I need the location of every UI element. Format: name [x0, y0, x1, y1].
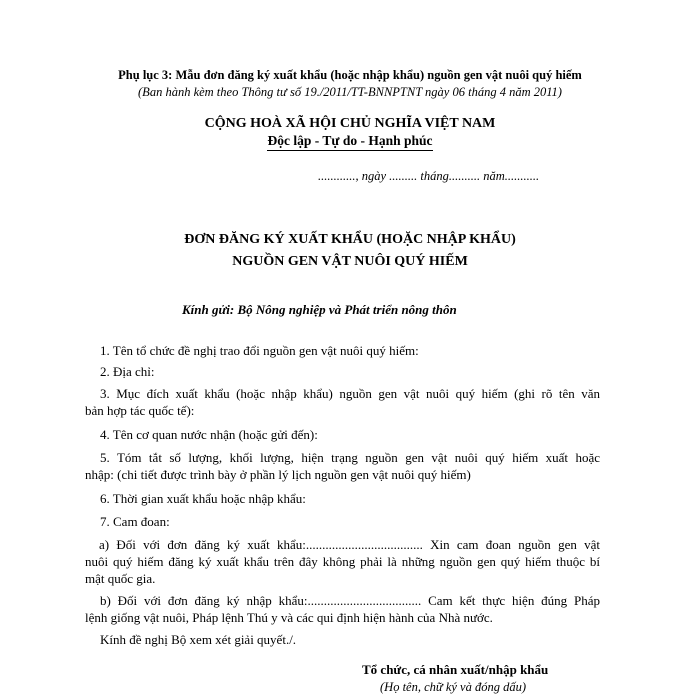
- signature-title: Tổ chức, cá nhân xuất/nhập khẩu: [362, 662, 549, 677]
- recipient-line: [182, 302, 457, 318]
- nation-name: CỘNG HOÀ XÃ HỘI CHỦ NGHĨA VIỆT NAM: [204, 116, 496, 131]
- item-3-line-2: bản hợp tác quốc tế):: [85, 403, 195, 418]
- item-7a-line-2: nuôi quý hiếm đăng ký xuất khẩu trên đây không phải là những nguồn gen quý hiếm thuộc bí: [85, 554, 600, 569]
- item-6-text: 6. Thời gian xuất khẩu hoặc nhập khẩu:: [100, 491, 306, 506]
- appendix-title: Phụ lục 3: Mẫu đơn đăng ký xuất khẩu (hoặc nhập khẩu) nguồn gen vật nuôi quý hiếm: [118, 68, 582, 82]
- item-2-text: 2. Địa chỉ:: [100, 364, 155, 379]
- form-title-line-2: NGUỒN GEN VẬT NUÔI QUÝ HIẾM: [232, 254, 468, 269]
- item-5-cont: [85, 465, 588, 484]
- item-3-line-1: 3. Mục đích xuất khẩu (hoặc nhập khẩu) nguồn gen vật nuôi quý hiếm (ghi rõ tên văn: [100, 386, 600, 401]
- appendix-subtitle: (Ban hành kèm theo Thông tư số 19./2011/TT-BNNPTNT ngày 06 tháng 4 năm 2011): [138, 85, 562, 99]
- item-1: [100, 341, 603, 360]
- closing-text: Kính đề nghị Bộ xem xét giải quyết./.: [100, 632, 297, 647]
- motto-wrapper: [0, 133, 700, 151]
- recipient-label: Kính gửi:: [182, 302, 235, 317]
- closing-request: [100, 630, 603, 649]
- date-line: ............, ngày ......... tháng.......... năm...........: [318, 169, 540, 183]
- national-motto: Độc lập - Tự do - Hạnh phúc: [267, 133, 432, 151]
- item-4: [100, 425, 603, 444]
- item-7b-line-1: b) Đối với đơn đăng ký nhập khẩu:................................... Cam kết thực hiện đúng Pháp: [100, 593, 600, 608]
- item-7b-cont: [85, 608, 588, 627]
- recipient-name: Bộ Nông nghiệp và Phát triển nông thôn: [237, 302, 457, 317]
- item-7a-cont-2: [85, 569, 588, 588]
- item-6: [100, 489, 603, 508]
- signature-note: (Họ tên, chữ ký và đóng dấu): [380, 680, 527, 694]
- item-7a-line-1: a) Đối với đơn đăng ký xuất khẩu:.................................... Xin cam đoan nguồn gen vật: [99, 537, 600, 552]
- item-2: [100, 362, 603, 381]
- item-3-cont: [85, 401, 588, 420]
- item-1-text: 1. Tên tổ chức đề nghị trao đổi nguồn gen vật nuôi quý hiếm:: [100, 343, 419, 358]
- item-5-line-1: 5. Tóm tắt số lượng, khối lượng, hiện trạng nguồn gen vật nuôi quý hiếm xuất hoặc: [100, 450, 600, 465]
- item-7: [100, 512, 603, 531]
- item-5-line-2: nhập: (chi tiết được trình bày ở phần lý lịch nguồn gen vật nuôi quý hiếm): [85, 467, 471, 482]
- form-title-line-1: ĐƠN ĐĂNG KÝ XUẤT KHẨU (HOẶC NHẬP KHẨU): [184, 232, 516, 247]
- item-7a-line-3: mật quốc gia.: [85, 571, 156, 586]
- item-4-text: 4. Tên cơ quan nước nhận (hoặc gửi đến):: [100, 427, 318, 442]
- item-7-text: 7. Cam đoan:: [100, 514, 170, 529]
- item-7b-line-2: lệnh giống vật nuôi, Pháp lệnh Thú y và các qui định hiện hành của Nhà nước.: [85, 610, 493, 625]
